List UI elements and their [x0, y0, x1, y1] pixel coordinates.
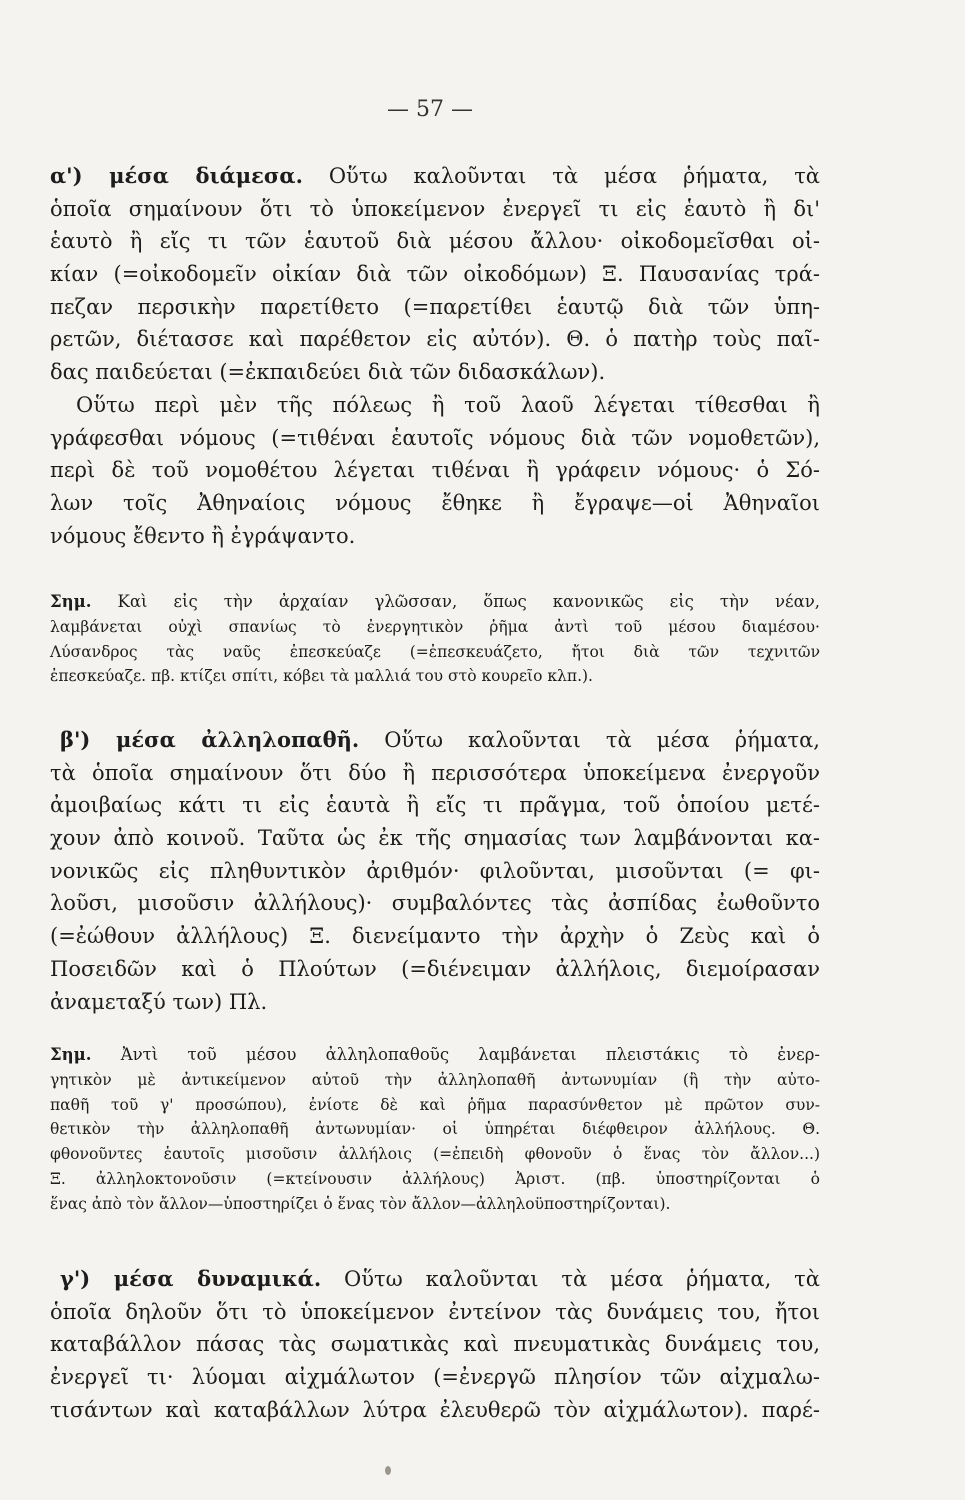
section-a [50, 160, 820, 552]
note-2-line-3: παθῆ τοῦ γ' προσώπου), ἐνίοτε δὲ καὶ ῥῆμα παρασύνθετον μὲ πρῶτον συν- [50, 1095, 820, 1114]
section-a-line-1: α') μέσα διάμεσα. Οὕτω καλοῦνται τὰ μέσα ῥήματα, τὰ [50, 163, 820, 188]
section-b-line-1: β') μέσα ἀλληλοπαθῆ. Οὕτω καλοῦνται τὰ μέσα ῥήματα, [60, 727, 820, 752]
section-b-line-9: ἀναμεταξύ των) Πλ. [50, 989, 268, 1014]
note-2-line-4: θετικὸν τὴν ἀλληλοπαθῆ ἀντωνυμίαν· οἱ ὑπηρέται διέφθειρον ἀλλήλους. Θ. [50, 1120, 820, 1139]
note-1-line-3: Λύσανδρος τὰς ναῦς ἐπεσκεύαζε (=ἐπεσκευάζετο, ἤτοι διὰ τῶν τεχνιτῶν [50, 642, 820, 661]
section-a-heading: α') μέσα διάμεσα. [50, 163, 303, 188]
section-c-heading: γ') μέσα δυναμικά. [60, 1266, 322, 1291]
ink-spot [385, 1466, 391, 1475]
section-c-line-5: τισάντων καὶ καταβάλλων λύτρα ἐλευθερῶ τὸν αἰχμάλωτον). παρέ- [50, 1397, 820, 1422]
section-c [50, 1263, 820, 1426]
note-1 [50, 590, 820, 689]
note-2-line-7: ἕνας ἀπὸ τὸν ἄλλον—ὑποστηρίζει ὁ ἕνας τὸν ἄλλον—ἀλληλοϋποστηρίζονται). [50, 1194, 671, 1213]
note-1-label: Σημ. [50, 592, 92, 611]
section-b-heading: β') μέσα ἀλληλοπαθῆ. [60, 727, 360, 752]
section-b [50, 724, 820, 1018]
section-b-line-3: ἀμοιβαίως κάτι τι εἰς ἑαυτὰ ἢ εἴς τι πρᾶγμα, τοῦ ὁποίου μετέ- [50, 793, 820, 818]
note-1-line-2: λαμβάνεται οὐχὶ σπανίως τὸ ἐνεργητικὸν ῥῆμα ἀντὶ τοῦ μέσου διαμέσου· [50, 617, 820, 636]
note-2-label: Σημ. [50, 1045, 92, 1064]
section-c-line-3: καταβάλλον πάσας τὰς σωματικὰς καὶ πνευματικὰς δυνάμεις του, [50, 1332, 820, 1357]
section-a-line-4: κίαν (=οἰκοδομεῖν οἰκίαν διὰ τῶν οἰκοδόμων) Ξ. Παυσανίας τρά- [50, 262, 820, 287]
section-a-line-8: Οὕτω περὶ μὲν τῆς πόλεως ἢ τοῦ λαοῦ λέγεται τίθεσθαι ἢ [76, 392, 820, 417]
note-2-line-5: φθονοῦντες ἑαυτοῖς μισοῦσιν ἀλλήλοις (=ἐπειδὴ φθονοῦν ὁ ἕνας τὸν ἄλλον...) [50, 1145, 820, 1164]
section-a-line-5: πεζαν περσικὴν παρετίθετο (=παρετίθει ἑαυτῷ διὰ τῶν ὑπη- [50, 294, 820, 319]
page-number: — 57 — [387, 97, 473, 122]
section-a-line-10: περὶ δὲ τοῦ νομοθέτου λέγεται τιθέναι ἢ γράφειν νόμους· ὁ Σό- [50, 458, 820, 483]
section-b-line-8: Ποσειδῶν καὶ ὁ Πλούτων (=διένειμαν ἀλλήλοις, διεμοίρασαν [50, 956, 820, 981]
section-a-line-6: ρετῶν, διέτασσε καὶ παρέθετον εἰς αὐτόν). Θ. ὁ πατὴρ τοὺς παῖ- [50, 327, 820, 352]
note-1-line-4: ἐπεσκεύαζε. πβ. κτίζει σπίτι, κόβει τὰ μαλλιά του στὸ κουρεῖο κλπ.). [50, 667, 593, 686]
note-2-line-1: Σημ. Ἀντὶ τοῦ μέσου ἀλληλοπαθοῦς λαμβάνεται πλειστάκις τὸ ἐνερ- [50, 1045, 820, 1064]
section-a-line-3: ἑαυτὸ ἢ εἴς τι τῶν ἑαυτοῦ διὰ μέσου ἄλλου· οἰκοδομεῖσθαι οἰ- [50, 229, 820, 254]
section-b-line-2: τὰ ὁποῖα σημαίνουν ὅτι δύο ἢ περισσότερα ὑποκείμενα ἐνεργοῦν [50, 760, 820, 785]
section-a-line-7: δας παιδεύεται (=ἐκπαιδεύει διὰ τῶν διδασκάλων). [50, 360, 606, 385]
section-b-line-4: χουν ἀπὸ κοινοῦ. Ταῦτα ὡς ἐκ τῆς σημασίας των λαμβάνονται κα- [50, 826, 820, 851]
section-a-line-12: νόμους ἔθεντο ἢ ἐγράψαντο. [50, 523, 356, 548]
section-a-line-2: ὁποῖα σημαίνουν ὅτι τὸ ὑποκείμενον ἐνεργεῖ τι εἰς ἑαυτὸ ἢ δι' [50, 196, 820, 221]
section-a-line-9: γράφεσθαι νόμους (=τιθέναι ἑαυτοῖς νόμους διὰ τῶν νομοθετῶν), [50, 425, 820, 450]
section-c-line-1: γ') μέσα δυναμικά. Οὕτω καλοῦνται τὰ μέσα ῥήματα, τὰ [60, 1266, 820, 1291]
section-b-line-6: λοῦσι, μισοῦσιν ἀλλήλους)· συμβαλόντες τὰς ἀσπίδας ἐωθοῦντο [50, 891, 820, 916]
note-1-line-1: Σημ. Καὶ εἰς τὴν ἀρχαίαν γλῶσσαν, ὅπως κανονικῶς εἰς τὴν νέαν, [50, 592, 820, 611]
section-b-line-7: (=ἐώθουν ἀλλήλους) Ξ. διενείμαντο τὴν ἀρχὴν ὁ Ζεὺς καὶ ὁ [50, 924, 820, 949]
note-2 [50, 1043, 820, 1217]
section-c-line-4: ἐνεργεῖ τι· λύομαι αἰχμάλωτον (=ἐνεργῶ πλησίον τῶν αἰχμαλω- [50, 1365, 820, 1390]
section-c-line-2: ὁποῖα δηλοῦν ὅτι τὸ ὑποκείμενον ἐντείνον τὰς δυνάμεις του, ἤτοι [50, 1299, 820, 1324]
section-b-line-5: νονικῶς εἰς πληθυντικὸν ἀριθμόν· φιλοῦνται, μισοῦνται (= φι- [50, 858, 820, 883]
section-a-line-11: λων τοῖς Ἀθηναίοις νόμους ἔθηκε ἢ ἔγραψε—οἱ Ἀθηναῖοι [50, 490, 820, 515]
note-2-line-2: γητικὸν μὲ ἀντικείμενον αὐτοῦ τὴν ἀλληλοπαθῆ ἀντωνυμίαν (ἢ τὴν αὐτο- [50, 1070, 820, 1089]
note-2-line-6: Ξ. ἀλληλοκτονοῦσιν (=κτείνουσιν ἀλλήλους) Ἀριστ. (πβ. ὑποστηρίζονται ὁ [50, 1169, 820, 1188]
